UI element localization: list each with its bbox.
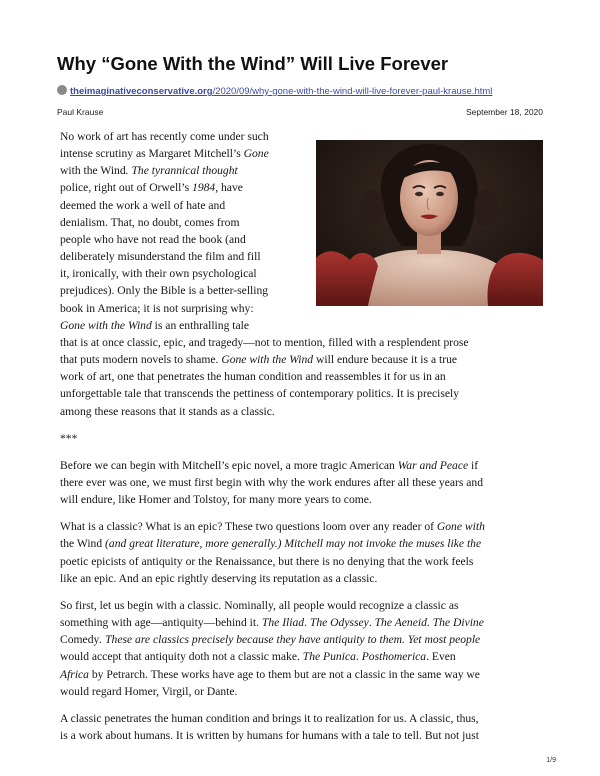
text-line: What is a classic? What is an epic? These two questions loom over any reader of Gone with bbox=[60, 520, 485, 534]
paragraph-gap bbox=[60, 420, 546, 430]
text-line: is a work about humans. It is written by humans for humans with a tale to tell. But not just bbox=[60, 729, 479, 742]
text-line: book in America; it is not surprising why: bbox=[60, 301, 254, 315]
text-line: unforgettable tale that transcends the pettiness of contemporary politics. It is precisely bbox=[60, 387, 460, 401]
text-line: with the Wind. The tyrannical thought bbox=[60, 164, 238, 178]
text-line: *** bbox=[60, 431, 78, 445]
text-line: Gone with the Wind is an enthralling tale bbox=[60, 318, 250, 332]
text-line: work of art, one that penetrates the human condition and reassembles it for us in an bbox=[60, 370, 446, 384]
text-line: people who have not read the book (and bbox=[60, 232, 246, 246]
text-line: will endure, like Homer and Tolstoy, for many more years to come. bbox=[60, 493, 372, 507]
text-line: would accept that antiquity doth not a classic make. The Punica. Posthomerica. Even bbox=[60, 650, 456, 664]
text-line: among these reasons that it stands as a classic. bbox=[60, 404, 275, 418]
site-icon bbox=[57, 85, 67, 95]
text-line: that puts modern novels to shame. Gone with the Wind will endure because it is a true bbox=[60, 353, 458, 367]
body-paragraph bbox=[60, 518, 546, 587]
text-line: something with age—antiquity—behind it. The Iliad. The Odyssey. The Aeneid. The Divine bbox=[60, 616, 484, 630]
page-number: 1/9 bbox=[546, 757, 556, 764]
text-line: that is at once classic, epic, and tragedy—not to mention, filled with a resplendent prose bbox=[60, 335, 469, 349]
paragraph-gap bbox=[60, 700, 546, 710]
text-line: poetic epicists of antiquity or the Renaissance, but there is no denying that the work feels bbox=[60, 554, 474, 568]
paragraph-gap bbox=[60, 587, 546, 597]
text-line: A classic penetrates the human condition and brings it to realization for us. A classic, thus, bbox=[60, 711, 479, 725]
body-paragraph bbox=[60, 128, 546, 420]
text-line: police, right out of Orwell’s 1984, have bbox=[60, 181, 243, 195]
text-line: Comedy. These are classics precisely because they have antiquity to them. Yet most people bbox=[60, 633, 481, 647]
text-line: it, ironically, with their own psychological bbox=[60, 267, 257, 281]
text-line: Before we can begin with Mitchell’s epic novel, a more tragic American War and Peace if bbox=[60, 458, 479, 472]
text-line: No work of art has recently come under such bbox=[60, 130, 269, 143]
publish-date: September 18, 2020 bbox=[465, 107, 543, 117]
author-name: Paul Krause bbox=[57, 107, 104, 117]
text-line: the Wind (and great literature, more generally.) Mitchell may not invoke the muses like the bbox=[60, 537, 482, 551]
text-line: would regard Homer, Virgil, or Dante. bbox=[60, 684, 238, 698]
body-paragraph bbox=[60, 597, 546, 700]
text-line: deliberately misunderstand the film and fill bbox=[60, 250, 261, 264]
source-path-link[interactable]: /2020/09/why-gone-with-the-wind-will-live-forever-paul-krause.html bbox=[212, 86, 493, 97]
article-body bbox=[60, 128, 546, 744]
source-domain-link[interactable]: theimaginativeconservative.org bbox=[70, 86, 213, 97]
section-separator bbox=[60, 430, 546, 447]
text-line: there ever was one, we must first begin with why the work endures after all these years and bbox=[60, 475, 484, 489]
text-line: deemed the work a well of hate and bbox=[60, 198, 226, 212]
body-paragraph bbox=[60, 710, 546, 744]
text-line: like an epic. And an epic rightly deserving its reputation as a classic. bbox=[60, 571, 378, 585]
paragraph-gap bbox=[60, 447, 546, 457]
source-url-row bbox=[57, 85, 547, 99]
text-line: So first, let us begin with a classic. Nominally, all people would recognize a classic as bbox=[60, 598, 459, 612]
article-title: Why “Gone With the Wind” Will Live Forever bbox=[57, 53, 449, 74]
text-line: Africa by Petrarch. These works have age to them but are not a classic in the same way we bbox=[60, 667, 480, 681]
body-paragraph bbox=[60, 457, 546, 508]
paragraph-gap bbox=[60, 508, 546, 518]
text-line: denialism. That, no doubt, comes from bbox=[60, 215, 240, 229]
text-line: intense scrutiny as Margaret Mitchell’s Gone bbox=[60, 147, 269, 161]
text-line: prejudices). Only the Bible is a better-selling bbox=[60, 284, 269, 298]
